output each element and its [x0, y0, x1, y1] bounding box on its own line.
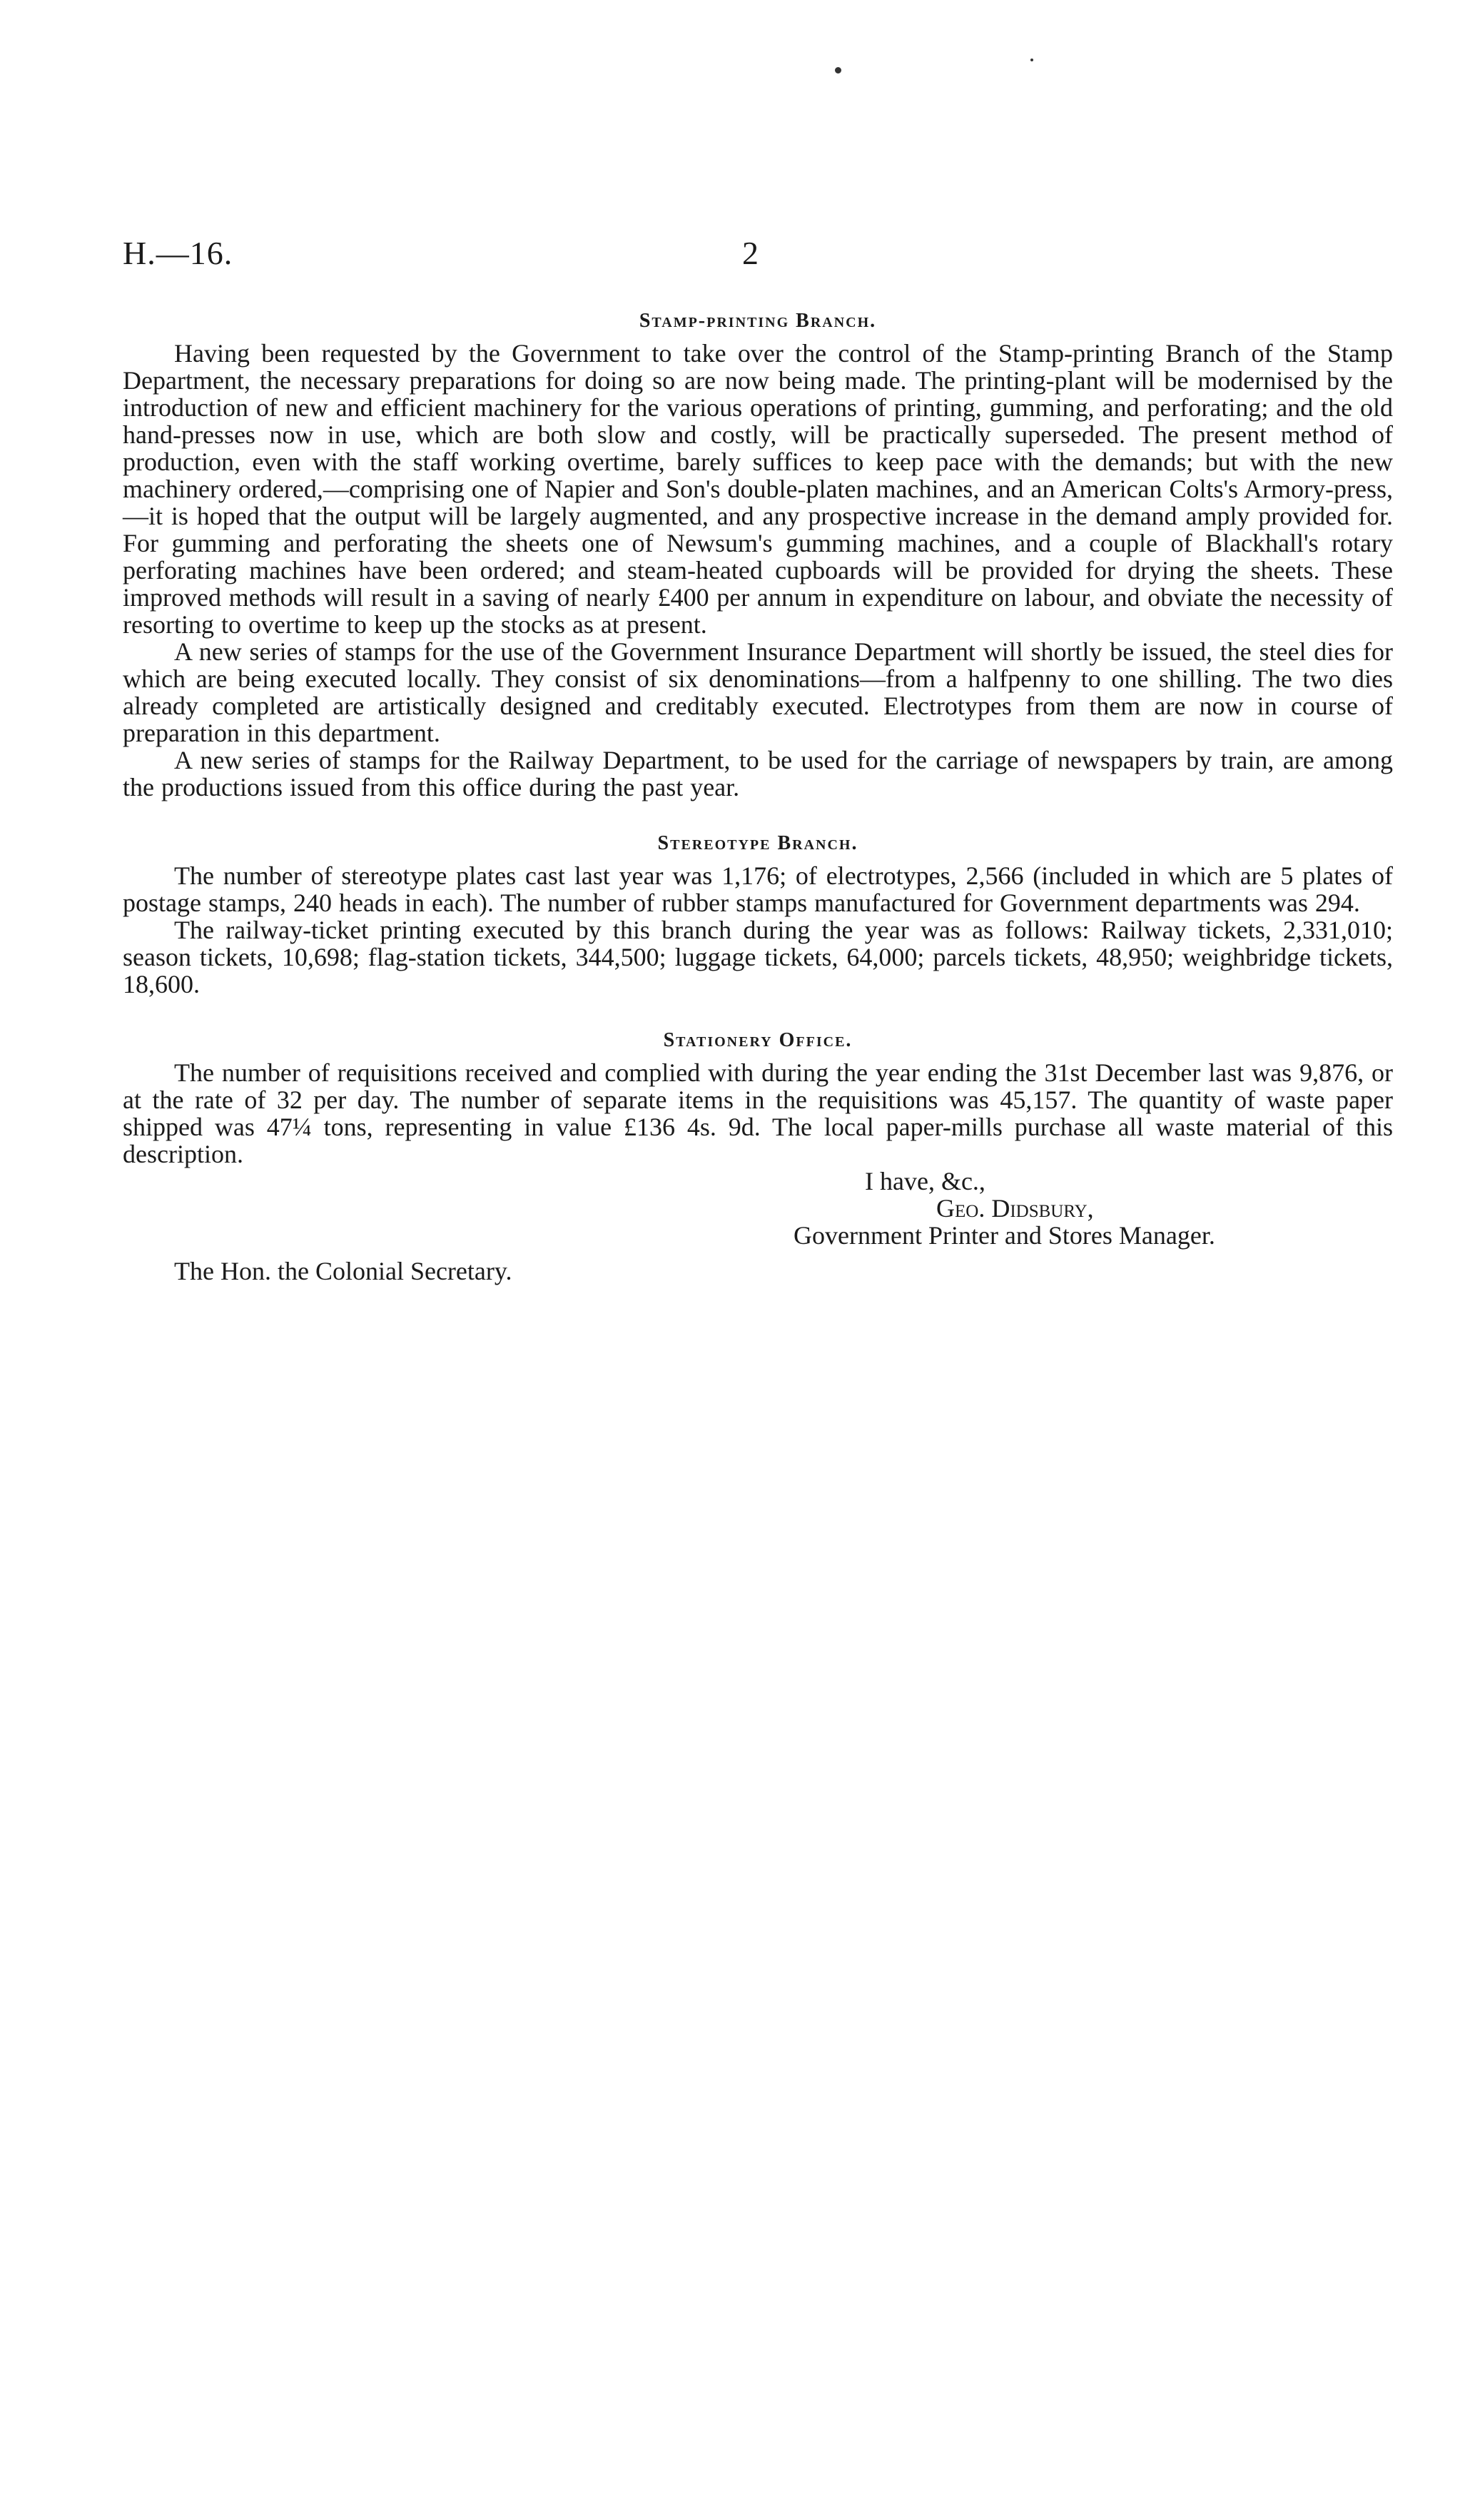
paragraph: The number of requisitions received and complied with during the year ending the 31st December last was 9,876, or at the rate of 32 per day. The number of separate items in the requisitions was 45,157. The quantity of waste paper shipped was 47¼ tons, representing in value £136 4s. 9d. The local paper-mills purchase all waste material of this description. [123, 1058, 1393, 1168]
section-heading: Stationery Office. [663, 1029, 853, 1051]
signatory-name [123, 1195, 1393, 1222]
print-speck [835, 67, 841, 74]
page-number: 2 [742, 235, 759, 271]
section-heading: Stamp-printing Branch. [639, 310, 877, 332]
paragraph: Having been requested by the Government to take over the control of the Stamp-printing Branch of the Stamp Department, the necessary preparations for doing so are now being made. The printing-plant will be modernised by the introduction of new and efficient machinery for the various operations of printing, gumming, and perforating; and the old hand-presses now in use, which are both slow and costly, will be practically superseded. The present method of production, even with the staff working overtime, barely suffices to keep pace with the demands; but with the new machinery ordered,—comprising one of Napier and Son's double-platen machines, and an American Colts's Armory-press,—it is hoped that the output will be largely augmented, and any prospective increase in the demand amply provided for. For gumming and perforating the sheets one of Newsum's gumming machines, and a couple of Blackhall's rotary perforating machines have been ordered; and steam-heated cupboards will be provided for drying the sheets. These improved methods will result in a saving of nearly £400 per annum in expenditure on labour, and obviate the necessity of resorting to overtime to keep up the stocks as at present. [123, 339, 1393, 639]
section-stereotype [123, 829, 1393, 998]
paragraph: A new series of stamps for the use of the Government Insurance Department will shortly be issued, the steel dies for which are being executed locally. They consist of six denominations—from a halfpenny to one shilling. The two dies already completed are artistically designed and creditably executed. Electrotypes from them are now in course of preparation in this department. [123, 637, 1393, 747]
document-reference: H.—16. [123, 235, 233, 271]
addressee: The Hon. the Colonial Secretary. [174, 1257, 512, 1285]
page-header [123, 234, 1393, 277]
paragraph: The railway-ticket printing executed by this branch during the year was as follows: Railway tickets, 2,331,010; season tickets, 10,698; flag-station tickets, 344,500; luggage tickets, 64,000; parcels tickets, 48,950; weighbridge tickets, 18,600. [123, 916, 1393, 998]
signatory-name-text: Geo. Didsbury, [936, 1194, 1094, 1223]
paragraph: A new series of stamps for the Railway Department, to be used for the carriage of newspapers by train, are among the productions issued from this office during the past year. [123, 746, 1393, 801]
section-heading: Stereotype Branch. [657, 832, 858, 854]
signatory-title: Government Printer and Stores Manager. [794, 1221, 1215, 1250]
print-speck [1030, 59, 1033, 61]
paragraph: The number of stereotype plates cast last year was 1,176; of electrotypes, 2,566 (included in which are 5 plates of postage stamps, 240 heads in each). The number of rubber stamps manufactured for Government departments was 294. [123, 861, 1393, 917]
letter-closing [123, 1168, 1393, 1249]
section-stamp-printing [123, 307, 1393, 801]
document-body [123, 307, 1393, 1285]
section-stationery [123, 1026, 1393, 1168]
closing-salutation: I have, &c., [865, 1167, 985, 1195]
